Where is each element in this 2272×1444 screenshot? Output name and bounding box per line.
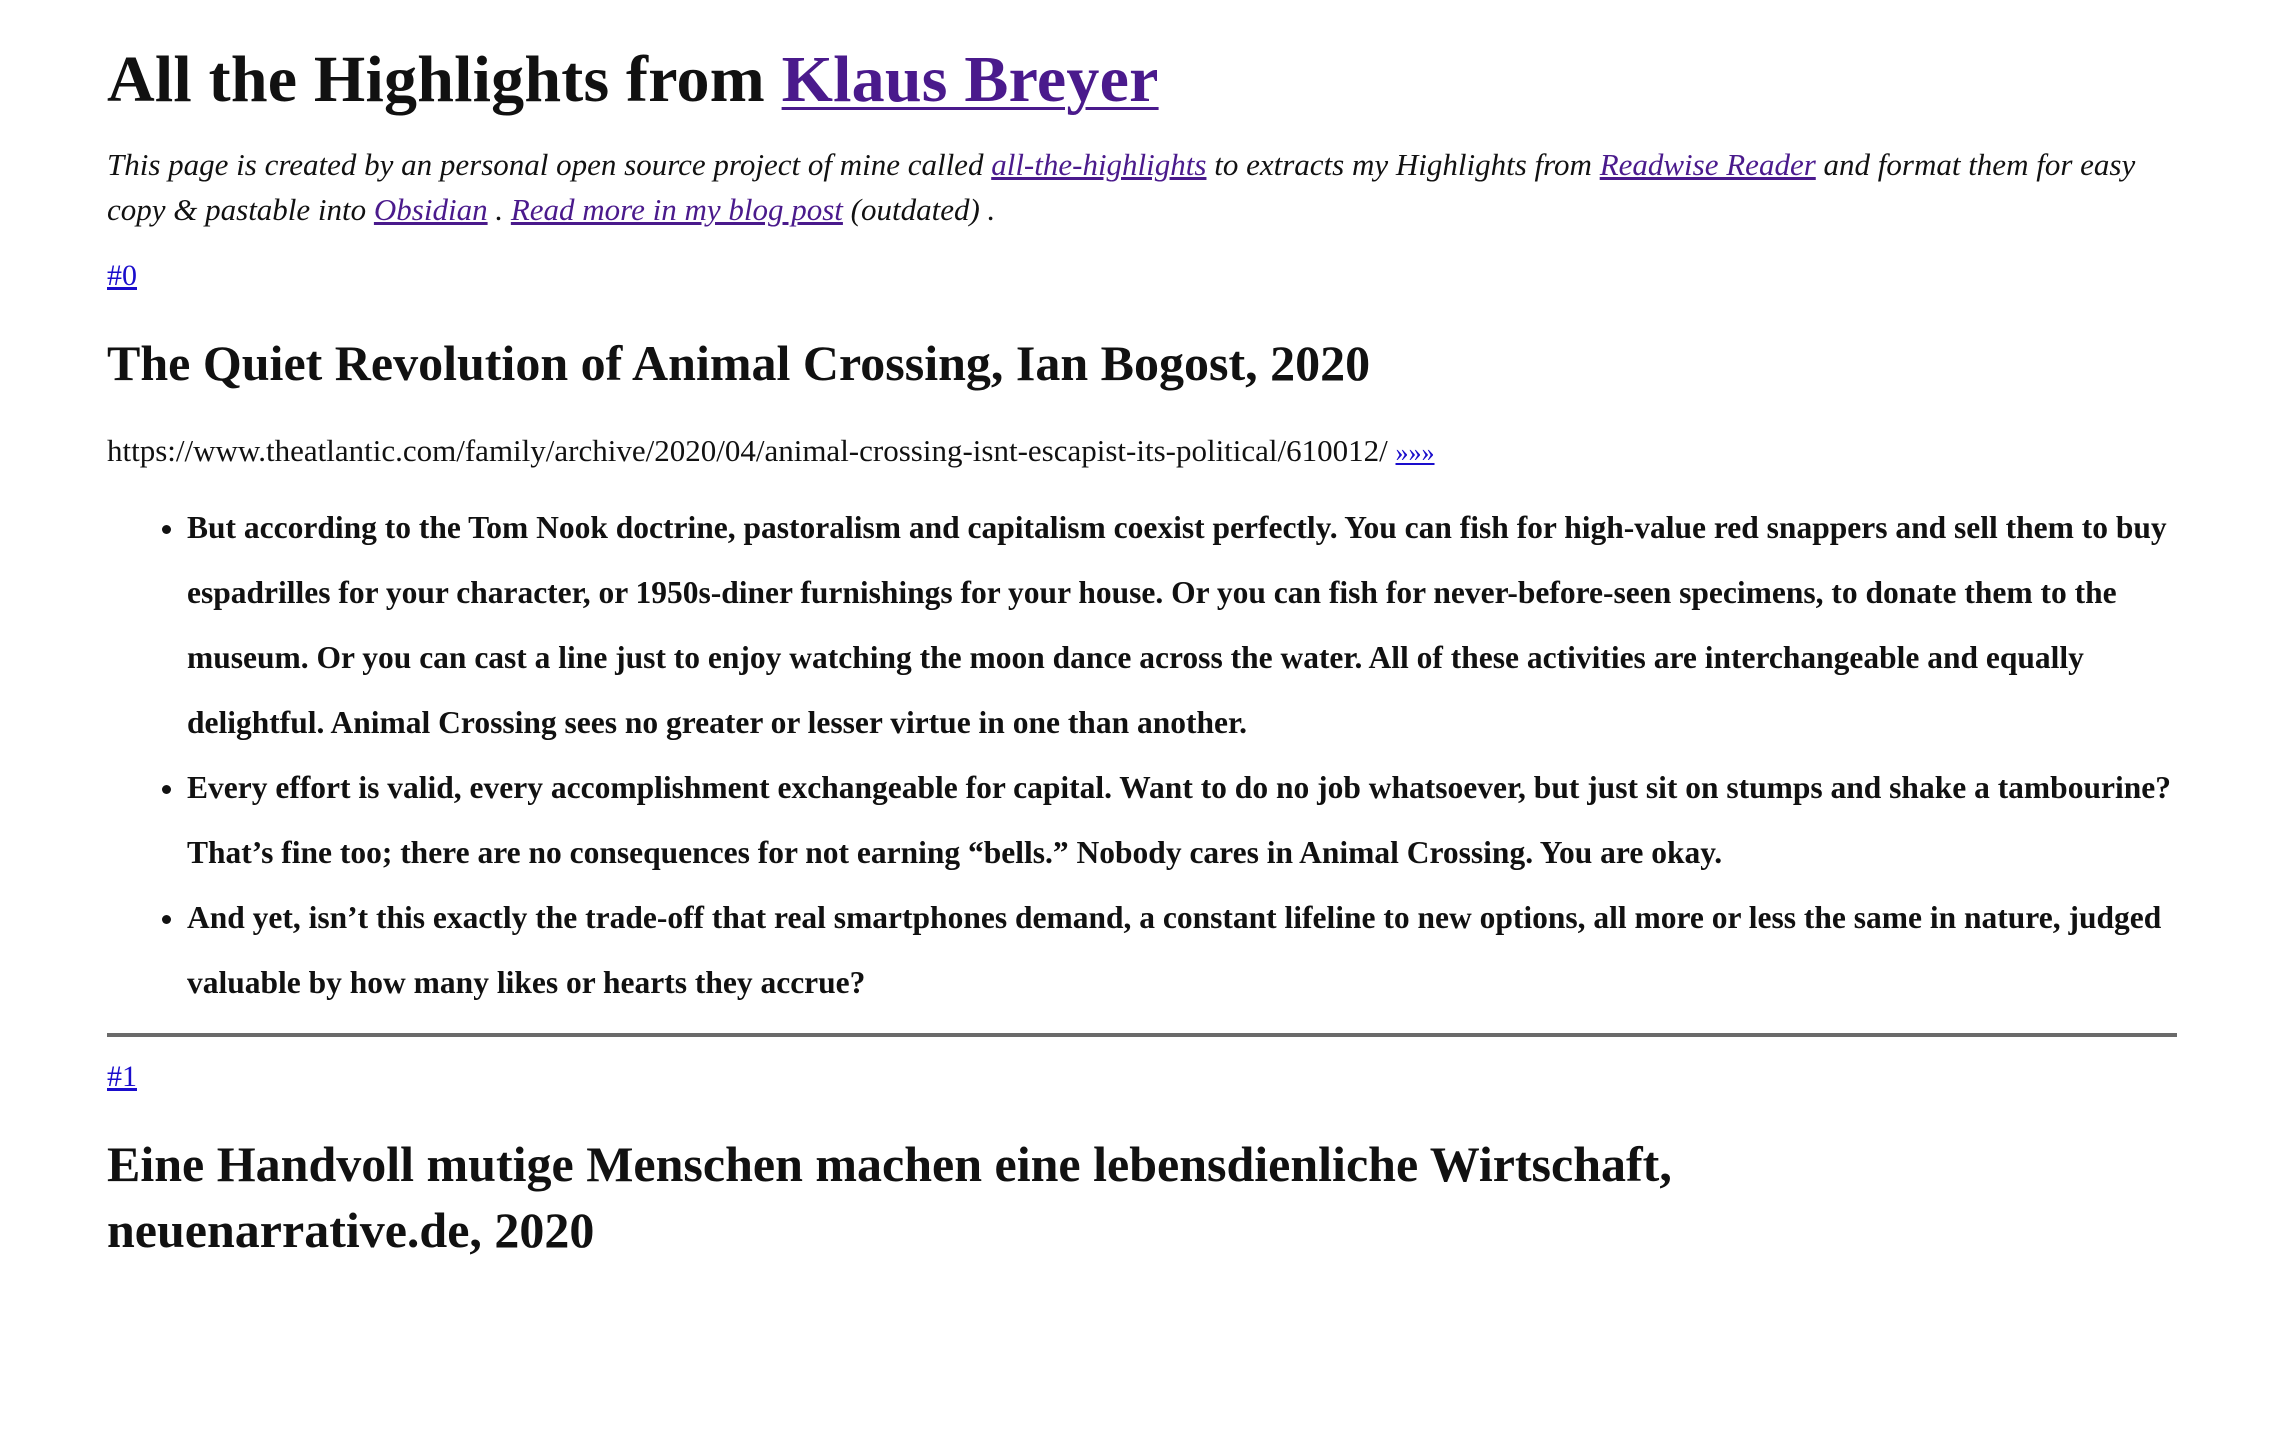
article-url-line <box>107 429 2177 475</box>
article-divider <box>107 1033 2177 1037</box>
article-anchor-link[interactable]: #0 <box>107 259 137 292</box>
intro-text-3: and format them for easy copy & pastable into <box>107 147 2136 227</box>
intro-text-2: to extracts my Highlights from <box>1206 147 1600 182</box>
article-url: https://www.theatlantic.com/family/archive/2020/04/animal-crossing-isnt-escapist-its-political/610012/ <box>107 433 1388 468</box>
intro-paragraph <box>107 142 2167 232</box>
highlights-list <box>107 495 2187 1015</box>
obsidian-link[interactable]: Obsidian <box>373 192 488 227</box>
article-title: The Quiet Revolution of Animal Crossing, Ian Bogost, 2020 <box>107 335 1371 391</box>
article-anchor-link[interactable]: #1 <box>107 1060 137 1093</box>
highlight-item: • And yet, isn’t this exactly the trade-off that real smartphones demand, a constant lifeline to new options, all more or less the same in nature, judged valuable by how many likes or hearts they accrue? <box>187 885 2187 1015</box>
page-content <box>107 0 2177 1263</box>
intro-text-1: This page is created by an personal open source project of mine called <box>107 147 992 182</box>
project-link[interactable]: all-the-highlights <box>991 147 1207 182</box>
highlight-item: • Every effort is valid, every accomplishment exchangeable for capital. Want to do no job whatsoever, but just sit on stumps and shake a tambourine? That’s fine too; there are no consequences for not earning “bells.” Nobody cares in Animal Crossing. You are okay. <box>187 755 2187 885</box>
article-source-link[interactable]: »»» <box>1395 438 1435 467</box>
page-title-prefix: All the Highlights from <box>107 43 765 116</box>
article-0 <box>107 256 2177 1015</box>
intro-text-4: . <box>487 192 511 227</box>
author-link[interactable]: Klaus Breyer <box>781 43 1159 116</box>
readwise-reader-link[interactable]: Readwise Reader <box>1599 147 1816 182</box>
highlight-item: • But according to the Tom Nook doctrine, pastoralism and capitalism coexist perfectly. You can fish for high-value red snappers and sell them to buy espadrilles for your character, or 1950s-diner furnishings for your house. Or you can fish for never-before-seen specimens, to donate them to the museum. Or you can cast a line just to enjoy watching the moon dance across the water. All of these activities are interchangeable and equally delightful. Animal Crossing sees no greater or lesser virtue in one than another. <box>187 495 2187 755</box>
article-1 <box>107 1057 2177 1263</box>
page-title <box>107 40 2177 120</box>
blog-post-link[interactable]: Read more in my blog post <box>510 192 843 227</box>
intro-text-5: (outdated) . <box>842 192 996 227</box>
article-title: Eine Handvoll mutige Menschen machen eine lebensdienliche Wirtschaft, neuenarrative.de, 2020 <box>107 1136 1672 1258</box>
